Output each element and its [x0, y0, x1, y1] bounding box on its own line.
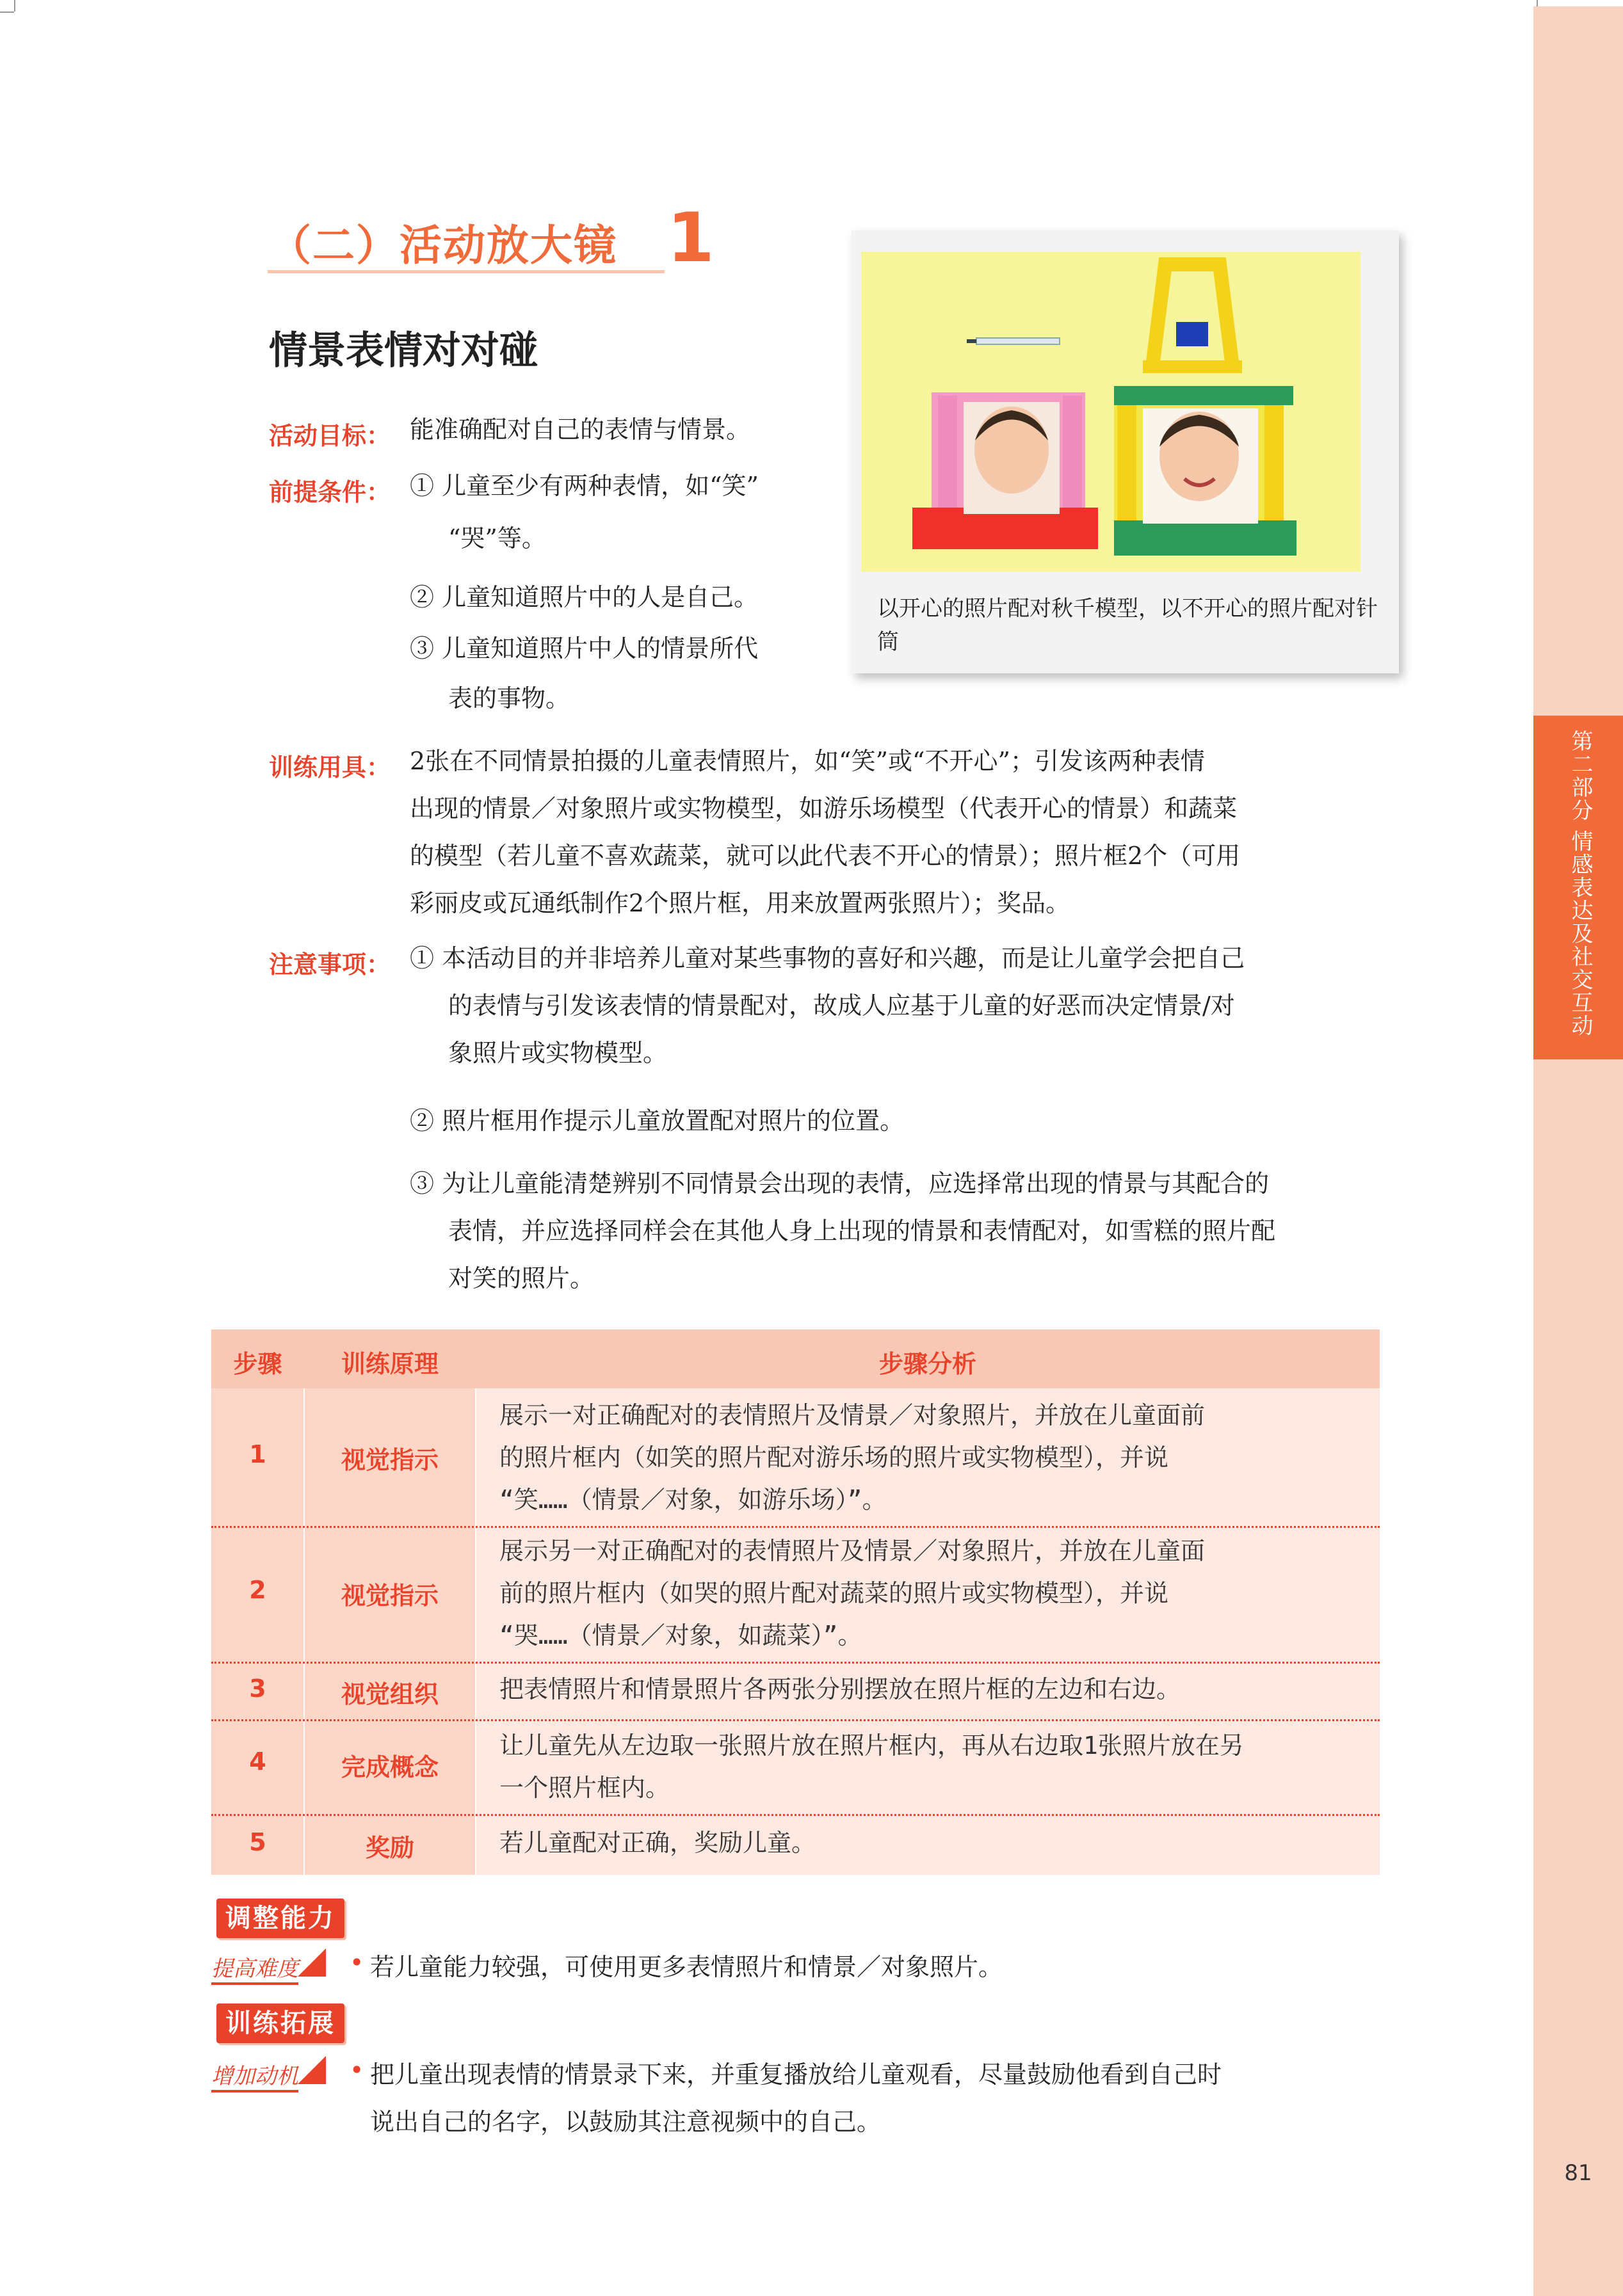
table-row-step: 1 — [249, 1440, 266, 1468]
table-row-analysis: 展示另一对正确配对的表情照片及情景／对象照片，并放在儿童面 — [499, 1537, 1206, 1565]
note-line: ① 本活动目的并非培养儿童对某些事物的喜好和兴趣，而是让儿童学会把自己 — [410, 944, 1245, 972]
header-step: 步骤 — [233, 1350, 282, 1378]
crop-mark — [0, 12, 14, 13]
extend-line: 把儿童出现表情的情景录下来，并重复播放给儿童观看，尽量鼓励他看到自己时 — [370, 2060, 1222, 2089]
arrow-icon — [298, 1948, 326, 1977]
table-row-step: 4 — [249, 1747, 266, 1776]
note-line: ② 照片框用作提示儿童放置配对照片的位置。 — [410, 1107, 905, 1135]
tools-line: 彩丽皮或瓦通纸制作2个照片框，用来放置两张照片）；奖品。 — [410, 889, 1070, 917]
tools-line: 出现的情景／对象照片或实物模型，如游乐场模型（代表开心的情景）和蔬菜 — [410, 794, 1238, 823]
tools-line: 的模型（若儿童不喜欢蔬菜，就可以此代表不开心的情景）；照片框2个（可用 — [410, 842, 1241, 870]
table-row-step: 3 — [249, 1674, 266, 1703]
table-row-analysis: “哭……（情景／对象，如蔬菜）”。 — [499, 1621, 862, 1650]
note-line: 的表情与引发该表情的情景配对，故成人应基于儿童的好恶而决定情景/对 — [448, 991, 1235, 1020]
header-analysis: 步骤分析 — [878, 1350, 976, 1378]
photo-illustration — [861, 252, 1361, 572]
prereq-item-1-cont: “哭”等。 — [448, 524, 546, 552]
goal-label: 活动目标： — [269, 422, 391, 450]
prereq-item-3-cont: 表的事物。 — [448, 684, 570, 712]
table-row-principle: 视觉指示 — [341, 1582, 439, 1610]
adjust-text: 若儿童能力较强，可使用更多表情照片和情景／对象照片。 — [370, 1953, 1003, 1981]
prereq-item-3: ③ 儿童知道照片中人的情景所代 — [410, 634, 759, 662]
note-line: ③ 为让儿童能清楚辨别不同情景会出现的表情，应选择常出现的情景与其配合的 — [410, 1169, 1270, 1198]
table-row-principle: 奖励 — [365, 1834, 414, 1862]
adjust-tag: 调整能力 — [216, 1899, 344, 1938]
row-divider — [211, 1526, 1380, 1528]
bullet-icon: • — [350, 1948, 364, 1977]
row-divider — [211, 1719, 1380, 1721]
bullet-icon: • — [350, 2056, 364, 2084]
extend-line: 说出自己的名字，以鼓励其注意视频中的自己。 — [370, 2108, 882, 2136]
table-row-principle: 完成概念 — [341, 1753, 439, 1781]
section-number: 1 — [667, 198, 715, 277]
table-row-analysis: “笑……（情景／对象，如游乐场）”。 — [499, 1486, 887, 1514]
page-number: 81 — [1564, 2160, 1592, 2186]
table-row-principle: 视觉组织 — [341, 1680, 439, 1708]
table-row-step: 5 — [249, 1828, 266, 1856]
table-row-step: 2 — [249, 1576, 266, 1604]
prereq-label: 前提条件： — [269, 478, 391, 506]
table-row-analysis: 让儿童先从左边取一张照片放在照片框内，再从右边取1张照片放在另 — [499, 1731, 1244, 1760]
tools-line: 2张在不同情景拍摄的儿童表情照片，如“笑”或“不开心”；引发该两种表情 — [410, 747, 1205, 775]
note-line: 表情，并应选择同样会在其他人身上出现的情景和表情配对，如雪糕的照片配 — [448, 1217, 1276, 1245]
tools-label: 训练用具： — [269, 753, 391, 782]
activity-title: 情景表情对对碰 — [269, 328, 538, 373]
table-row-principle: 视觉指示 — [341, 1446, 439, 1474]
chapter-tab-text: 第二部分 情感表达及社交互动 — [1567, 730, 1593, 1038]
goal-text: 能准确配对自己的表情与情景。 — [410, 415, 751, 444]
table-row-analysis: 展示一对正确配对的表情照片及情景／对象照片，并放在儿童面前 — [499, 1401, 1206, 1429]
section-title: （二）活动放大镜 — [269, 221, 617, 270]
table-row-analysis: 把表情照片和情景照片各两张分别摆放在照片框的左边和右边。 — [499, 1675, 1181, 1703]
row-divider — [211, 1814, 1380, 1816]
photo-caption: 以开心的照片配对秋千模型，以不开心的照片配对针筒 — [877, 596, 1378, 655]
activity-photo — [861, 252, 1361, 572]
note-line: 象照片或实物模型。 — [448, 1039, 668, 1067]
header-principle: 训练原理 — [341, 1350, 439, 1378]
side-strip — [1533, 6, 1623, 2296]
notes-label: 注意事项： — [269, 951, 391, 979]
adjust-sub-tag: 提高难度 — [211, 1951, 298, 1985]
table-row-analysis: 前的照片框内（如哭的照片配对蔬菜的照片或实物模型），并说 — [499, 1579, 1169, 1607]
extend-sub-tag: 增加动机 — [211, 2059, 298, 2092]
crop-mark — [14, 0, 15, 12]
table-row-analysis: 的照片框内（如笑的照片配对游乐场的照片或实物模型），并说 — [499, 1443, 1169, 1472]
prereq-item-2: ② 儿童知道照片中的人是自己。 — [410, 583, 759, 611]
row-divider — [211, 1662, 1380, 1664]
prereq-item-1: ① 儿童至少有两种表情，如“笑” — [410, 472, 759, 500]
arrow-icon — [298, 2056, 326, 2084]
extend-tag: 训练拓展 — [216, 2003, 344, 2043]
table-row-analysis: 若儿童配对正确，奖励儿童。 — [499, 1829, 816, 1857]
table-row-analysis: 一个照片框内。 — [499, 1774, 670, 1802]
note-line: 对笑的照片。 — [448, 1264, 595, 1292]
